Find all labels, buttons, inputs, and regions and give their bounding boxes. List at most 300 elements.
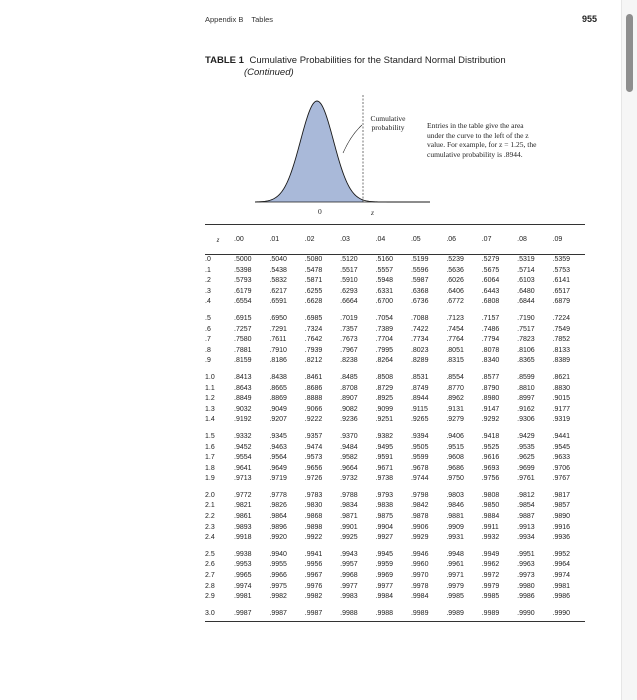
table-row	[205, 255, 585, 266]
row-z-value: 2.4	[205, 534, 215, 542]
probability-cell: .9370	[340, 432, 358, 440]
probability-cell: .9846	[446, 502, 464, 510]
probability-cell: .9015	[552, 395, 571, 403]
probability-cell: .9965	[234, 572, 252, 580]
probability-cell: .5753	[552, 266, 571, 274]
probability-cell: .9732	[340, 475, 358, 483]
probability-cell: .9798	[410, 491, 429, 499]
probability-cell: .9967	[304, 572, 323, 580]
table-row	[205, 415, 585, 426]
probability-cell: .7019	[340, 314, 358, 322]
probability-cell: .8264	[375, 357, 394, 365]
probability-cell: .9943	[340, 550, 358, 558]
probability-cell: .5557	[375, 266, 394, 274]
row-z-value: 3.0	[205, 603, 231, 622]
probability-cell: .9890	[552, 513, 571, 521]
probability-cell: .7517	[517, 325, 535, 333]
probability-cell: .8997	[517, 395, 535, 403]
probability-cell: .7939	[304, 346, 323, 354]
table-row	[205, 533, 585, 544]
probability-cell: .5987	[410, 277, 429, 285]
probability-cell: .8888	[304, 395, 323, 403]
column-header: .08	[514, 225, 549, 255]
probability-cell: .9850	[481, 502, 500, 510]
column-header: .03	[337, 225, 372, 255]
probability-cell: .9861	[234, 513, 252, 521]
probability-cell: .5948	[375, 277, 394, 285]
probability-cell: .9319	[552, 416, 571, 424]
probability-cell: .9505	[410, 443, 429, 451]
table-row	[205, 464, 585, 475]
probability-cell: .9545	[552, 443, 571, 451]
probability-cell: .9985	[481, 593, 500, 601]
probability-cell: .7881	[234, 346, 252, 354]
table-row	[205, 287, 585, 298]
probability-cell: .9929	[410, 534, 429, 542]
probability-cell: .8133	[552, 346, 571, 354]
probability-cell: .9931	[446, 534, 464, 542]
probability-cell: .9976	[304, 582, 323, 590]
probability-cell: .7123	[446, 314, 464, 322]
probability-table	[205, 224, 585, 622]
probability-cell: .9940	[269, 550, 287, 558]
probability-cell: .9525	[481, 443, 500, 451]
probability-cell: .9959	[375, 561, 394, 569]
row-z-value: 2.0	[205, 491, 215, 499]
row-z-value: .3	[205, 287, 211, 295]
table-row	[205, 356, 585, 367]
probability-cell: .9987	[231, 603, 266, 622]
table-row	[205, 443, 585, 454]
probability-cell: .5000	[234, 256, 252, 263]
probability-cell: .6517	[552, 287, 571, 295]
leader-line	[343, 125, 362, 153]
row-z-value: 1.2	[205, 395, 215, 403]
probability-cell: .9625	[517, 454, 535, 462]
probability-cell: .9936	[552, 534, 571, 542]
probability-cell: .9803	[446, 491, 464, 499]
probability-cell: .9812	[517, 491, 535, 499]
zero-axis-label: 0	[318, 207, 322, 216]
probability-cell: .9868	[304, 513, 323, 521]
probability-cell: .9981	[552, 582, 571, 590]
probability-cell: .9738	[375, 475, 394, 483]
probability-cell: .9857	[552, 502, 571, 510]
probability-cell: .8599	[517, 373, 535, 381]
probability-cell: .7224	[552, 314, 571, 322]
probability-cell: .9918	[234, 534, 252, 542]
probability-cell: .6808	[481, 298, 500, 306]
probability-cell: .9535	[517, 443, 535, 451]
probability-cell: .9649	[269, 464, 287, 472]
probability-cell: .7422	[410, 325, 429, 333]
probability-cell: .7291	[269, 325, 287, 333]
probability-cell: .8531	[410, 373, 429, 381]
probability-cell: .7190	[517, 314, 535, 322]
probability-cell: .9922	[304, 534, 323, 542]
probability-cell: .9131	[446, 405, 464, 413]
probability-cell: .7794	[481, 336, 500, 344]
probability-cell: .9973	[517, 572, 535, 580]
probability-cell: .7054	[375, 314, 394, 322]
table-row	[205, 523, 585, 534]
probability-cell: .9495	[375, 443, 394, 451]
probability-cell: .6255	[304, 287, 323, 295]
probability-cell: .8438	[269, 373, 287, 381]
row-z-value: 2.1	[205, 502, 215, 510]
probability-cell: .9970	[410, 572, 429, 580]
table-row	[205, 560, 585, 571]
probability-cell: .6293	[340, 287, 358, 295]
probability-cell: .7389	[375, 325, 394, 333]
probability-cell: .9671	[375, 464, 394, 472]
probability-cell: .9974	[552, 572, 571, 580]
probability-cell: .5871	[304, 277, 323, 285]
probability-cell: .8238	[340, 357, 358, 365]
probability-cell: .9082	[340, 405, 358, 413]
probability-cell: .9463	[269, 443, 287, 451]
probability-cell: .9251	[375, 416, 394, 424]
probability-cell: .5120	[340, 256, 358, 263]
probability-cell: .9474	[304, 443, 323, 451]
probability-cell: .8365	[517, 357, 535, 365]
row-z-value: .5	[205, 314, 211, 322]
column-header: .02	[302, 225, 337, 255]
probability-cell: .9656	[304, 464, 323, 472]
row-z-value: .0	[205, 256, 211, 263]
probability-cell: .8869	[269, 395, 287, 403]
probability-cell: .8212	[304, 357, 323, 365]
probability-cell: .8770	[446, 384, 464, 392]
probability-cell: .6879	[552, 298, 571, 306]
probability-cell: .7580	[234, 336, 252, 344]
table-row	[205, 485, 585, 502]
probability-cell: .9265	[410, 416, 429, 424]
probability-cell: .9049	[269, 405, 287, 413]
row-z-value: 2.6	[205, 561, 215, 569]
probability-cell: .7549	[552, 325, 571, 333]
table-row	[205, 474, 585, 485]
row-z-value: .6	[205, 325, 211, 333]
probability-cell: .9357	[304, 432, 323, 440]
probability-cell: .9901	[340, 523, 358, 531]
row-z-value: 1.4	[205, 416, 215, 424]
column-header: .00	[231, 225, 266, 255]
probability-cell: .7157	[481, 314, 500, 322]
probability-cell: .8159	[234, 357, 252, 365]
probability-cell: .8186	[269, 357, 287, 365]
row-z-value: 2.9	[205, 593, 215, 601]
probability-cell: .9484	[340, 443, 358, 451]
probability-cell: .7357	[340, 325, 358, 333]
probability-cell: .9956	[304, 561, 323, 569]
probability-cell: .9941	[304, 550, 323, 558]
probability-cell: .9987	[302, 603, 337, 622]
probability-cell: .9678	[410, 464, 429, 472]
probability-cell: .9985	[446, 593, 464, 601]
probability-cell: .9966	[269, 572, 287, 580]
probability-cell: .9983	[340, 593, 358, 601]
probability-cell: .6985	[304, 314, 323, 322]
probability-cell: .7764	[446, 336, 464, 344]
probability-cell: .9990	[550, 603, 585, 622]
probability-cell: .5636	[446, 266, 464, 274]
probability-cell: .9582	[340, 454, 358, 462]
probability-cell: .8665	[269, 384, 287, 392]
probability-cell: .8944	[410, 395, 429, 403]
probability-cell: .6368	[410, 287, 429, 295]
probability-cell: .8790	[481, 384, 500, 392]
probability-cell: .9977	[340, 582, 358, 590]
probability-cell: .6664	[340, 298, 358, 306]
row-z-value: .8	[205, 346, 211, 354]
probability-cell: .6217	[269, 287, 287, 295]
probability-cell: .5279	[481, 256, 500, 263]
row-z-value: 1.1	[205, 384, 215, 392]
row-z-value: .7	[205, 336, 211, 344]
row-z-value: .2	[205, 277, 211, 285]
row-z-value: 1.0	[205, 373, 215, 381]
table-row	[205, 426, 585, 443]
probability-cell: .9984	[375, 593, 394, 601]
probability-cell: .9989	[408, 603, 443, 622]
row-z-value: .9	[205, 357, 211, 365]
row-z-value: 1.3	[205, 405, 215, 413]
probability-cell: .9927	[375, 534, 394, 542]
probability-cell: .8925	[375, 395, 394, 403]
table-row	[205, 346, 585, 357]
row-z-value: 1.6	[205, 443, 215, 451]
probability-cell: .9842	[410, 502, 429, 510]
probability-cell: .9986	[552, 593, 571, 601]
probability-cell: .6736	[410, 298, 429, 306]
probability-cell: .9808	[481, 491, 500, 499]
probability-cell: .9881	[446, 513, 464, 521]
probability-cell: .9990	[514, 603, 549, 622]
probability-cell: .8023	[410, 346, 429, 354]
probability-cell: .9913	[517, 523, 535, 531]
probability-cell: .5596	[410, 266, 429, 274]
probability-cell: .9878	[410, 513, 429, 521]
table-row	[205, 266, 585, 277]
probability-cell: .9934	[517, 534, 535, 542]
probability-cell: .9452	[234, 443, 252, 451]
probability-cell: .9616	[481, 454, 500, 462]
probability-cell: .9788	[340, 491, 358, 499]
probability-cell: .7852	[552, 336, 571, 344]
table-row	[205, 297, 585, 308]
table-row	[205, 276, 585, 287]
probability-cell: .7454	[446, 325, 464, 333]
probability-cell: .9961	[446, 561, 464, 569]
probability-cell: .9706	[552, 464, 571, 472]
probability-cell: .9756	[481, 475, 500, 483]
probability-cell: .6700	[375, 298, 394, 306]
probability-cell: .8577	[481, 373, 500, 381]
probability-cell: .9406	[446, 432, 464, 440]
table-row	[205, 501, 585, 512]
running-header	[205, 15, 273, 24]
probability-cell: .5080	[304, 256, 323, 263]
probability-cell: .9830	[304, 502, 323, 510]
probability-cell: .9938	[234, 550, 252, 558]
probability-cell: .9887	[517, 513, 535, 521]
probability-cell: .9989	[443, 603, 478, 622]
table-row	[205, 544, 585, 561]
probability-cell: .9099	[375, 405, 394, 413]
probability-cell: .7324	[304, 325, 323, 333]
probability-cell: .5398	[234, 266, 252, 274]
table-row	[205, 384, 585, 395]
column-header-z: z	[205, 225, 231, 255]
probability-cell: .9904	[375, 523, 394, 531]
probability-cell: .8849	[234, 395, 252, 403]
probability-cell: .9948	[446, 550, 464, 558]
probability-cell: .9441	[552, 432, 571, 440]
probability-cell: .9554	[234, 454, 252, 462]
probability-cell: .8830	[552, 384, 571, 392]
probability-cell: .9980	[517, 582, 535, 590]
probability-cell: .5359	[552, 256, 571, 263]
row-z-value: .4	[205, 298, 211, 306]
probability-cell: .9332	[234, 432, 252, 440]
probability-cell: .6628	[304, 298, 323, 306]
table-row	[205, 405, 585, 416]
probability-cell: .8686	[304, 384, 323, 392]
probability-cell: .9977	[375, 582, 394, 590]
table-row	[205, 603, 585, 622]
probability-cell: .9916	[552, 523, 571, 531]
probability-cell: .9951	[517, 550, 535, 558]
probability-cell: .9963	[517, 561, 535, 569]
probability-cell: .9192	[234, 416, 252, 424]
table-row	[205, 325, 585, 336]
probability-cell: .6480	[517, 287, 535, 295]
table-label: TABLE 1	[205, 55, 244, 66]
probability-cell: .9394	[410, 432, 429, 440]
probability-cell: .9515	[446, 443, 464, 451]
probability-cell: .9986	[517, 593, 535, 601]
probability-cell: .9979	[481, 582, 500, 590]
table-title	[205, 55, 506, 78]
probability-cell: .7995	[375, 346, 394, 354]
probability-cell: .9893	[234, 523, 252, 531]
probability-cell: .8340	[481, 357, 500, 365]
probability-cell: .9744	[410, 475, 429, 483]
probability-cell: .8554	[446, 373, 464, 381]
probability-cell: .9906	[410, 523, 429, 531]
probability-cell: .5199	[410, 256, 429, 263]
probability-cell: .8106	[517, 346, 535, 354]
probability-cell: .9945	[375, 550, 394, 558]
probability-cell: .9591	[375, 454, 394, 462]
probability-cell: .8621	[552, 373, 571, 381]
probability-cell: .9969	[375, 572, 394, 580]
probability-cell: .9834	[340, 502, 358, 510]
row-z-value: 1.5	[205, 432, 215, 440]
probability-cell: .6064	[481, 277, 500, 285]
probability-cell: .5675	[481, 266, 500, 274]
probability-cell: .6141	[552, 277, 571, 285]
probability-cell: .9699	[517, 464, 535, 472]
row-z-value: 2.2	[205, 513, 215, 521]
column-header: .01	[266, 225, 301, 255]
table-row	[205, 453, 585, 464]
table-row	[205, 582, 585, 593]
probability-cell: .9962	[481, 561, 500, 569]
probability-cell: .9826	[269, 502, 287, 510]
probability-cell: .9207	[269, 416, 287, 424]
probability-cell: .9898	[304, 523, 323, 531]
cumulative-area-shade	[255, 101, 363, 202]
probability-cell: .9984	[410, 593, 429, 601]
probability-cell: .7486	[481, 325, 500, 333]
scrollbar-thumb[interactable]	[626, 14, 633, 92]
probability-cell: .8461	[304, 373, 323, 381]
probability-cell: .8708	[340, 384, 358, 392]
probability-cell: .9946	[410, 550, 429, 558]
probability-cell: .6179	[234, 287, 252, 295]
probability-cell: .7611	[269, 336, 287, 344]
probability-cell: .9564	[269, 454, 287, 462]
probability-cell: .5910	[340, 277, 358, 285]
probability-cell: .9972	[481, 572, 500, 580]
probability-cell: .8389	[552, 357, 571, 365]
probability-cell: .5832	[269, 277, 287, 285]
probability-cell: .9971	[446, 572, 464, 580]
probability-cell: .7910	[269, 346, 287, 354]
probability-cell: .7967	[340, 346, 358, 354]
probability-cell: .9633	[552, 454, 571, 462]
z-axis-label: z	[371, 208, 374, 217]
probability-cell: .9952	[552, 550, 571, 558]
probability-cell: .9968	[340, 572, 358, 580]
row-z-value: .1	[205, 266, 211, 274]
probability-cell: .9909	[446, 523, 464, 531]
column-header: .06	[443, 225, 478, 255]
probability-cell: .9978	[410, 582, 429, 590]
table-row	[205, 512, 585, 523]
table-row	[205, 592, 585, 603]
probability-cell: .9821	[234, 502, 252, 510]
probability-cell: .9987	[266, 603, 301, 622]
probability-cell: .8508	[375, 373, 394, 381]
probability-cell: .9875	[375, 513, 394, 521]
column-header: .07	[479, 225, 514, 255]
probability-cell: .7088	[410, 314, 429, 322]
probability-cell: .9608	[446, 454, 464, 462]
row-z-value: 2.7	[205, 572, 215, 580]
probability-cell: .5040	[269, 256, 287, 263]
row-z-value: 1.8	[205, 464, 215, 472]
probability-cell: .9222	[304, 416, 323, 424]
probability-cell: .9932	[481, 534, 500, 542]
probability-cell: .7734	[410, 336, 429, 344]
probability-cell: .9772	[234, 491, 252, 499]
probability-cell: .9975	[269, 582, 287, 590]
probability-cell: .9292	[481, 416, 500, 424]
probability-cell: .9147	[481, 405, 500, 413]
table-header-row	[205, 225, 585, 255]
vertical-scrollbar[interactable]	[621, 0, 637, 700]
probability-cell: .5517	[340, 266, 358, 274]
probability-cell: .9793	[375, 491, 394, 499]
probability-cell: .9418	[481, 432, 500, 440]
probability-cell: .9664	[340, 464, 358, 472]
probability-cell: .9686	[446, 464, 464, 472]
probability-cell: .9306	[517, 416, 535, 424]
header-section: Tables	[251, 15, 274, 24]
